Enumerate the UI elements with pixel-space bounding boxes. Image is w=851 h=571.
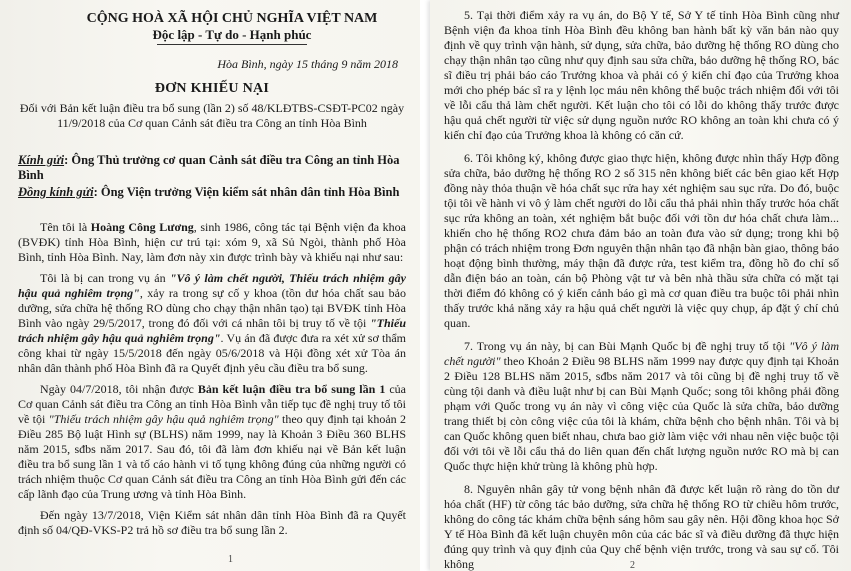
paragraph-return-file: Đến ngày 13/7/2018, Viện Kiểm sát nhân dân tỉnh Hòa Bình đã ra Quyết định số 04/QĐ-VKS-P2 trả hồ sơ điều tra bổ sung lần 2. xyxy=(18,508,406,537)
motto-underline xyxy=(157,44,307,45)
cc-label: Đồng kính gửi xyxy=(18,185,94,199)
national-header: CỘNG HOÀ XÃ HỘI CHỦ NGHĨA VIỆT NAM xyxy=(86,11,378,26)
cc-line xyxy=(18,185,406,200)
letter-page-1 xyxy=(0,0,420,571)
text-run: của Cơ quan Cảnh sát điều tra Công an tỉnh Hòa Bình vẫn tiếp tục đề nghị truy tố tôi về tội xyxy=(18,382,406,426)
paragraph-8: 8. Nguyên nhân gây tử vong bệnh nhân đã được kết luận rõ ràng do tồn dư hóa chất (HF) từ công tác bảo dưỡng, sửa chữa hệ thống RO từ chiều hôm trước, không do công tác khám chữa bệnh sáng hôm sau gây nên. Hội đồng khoa học Sở Y tế Hòa Bình đã kết luận chuyên môn của các bác sĩ và điều dưỡng đã thực hiện đúng quy trình và quy định của Quy chế bệnh viện trước, trong và sau sự cố. Tôi không xyxy=(444,482,839,571)
text-run: 7. Trong vụ án này, bị can Bùi Mạnh Quốc bị đề nghị truy tố tội xyxy=(464,339,790,353)
regarding-line: Đối với Bản kết luận điều tra bổ sung (lần 2) số 48/KLĐTBS-CSĐT-PC02 ngày 11/9/2018 của Cơ quan Cảnh sát điều tra Công an tỉnh Hòa Bình xyxy=(19,101,405,130)
cc-name: : Ông Viện trưởng Viện kiểm sát nhân dân tỉnh Hòa Bình xyxy=(93,185,400,199)
text-run: Tôi là bị can trong vụ án xyxy=(40,271,170,285)
text-run: . Vụ án đã được đưa ra xét xử sơ thẩm công khai từ ngày 15/5/2018 đến ngày 05/6/2018 và Hội đồng xét xử Tòa án nhân dân thành phố Hòa Bình đã ra Quyết định yêu cầu điều tra bổ sung. xyxy=(18,331,407,375)
recipient-label: Kính gửi xyxy=(18,153,65,167)
text-run: theo Khoản 2 Điều 98 BLHS năm 1999 nay được quy định tại Khoản 2 Điều 128 BLHS năm 2015, sđbs năm 2017 và tôi cũng bị đề nghị truy tố về cùng tội danh và điều luật như bị can Bùi Mạnh Quốc; song tôi không phải đồng phạm với Quốc trong vụ án này vì công việc của Quốc là sửa chữa, bảo dưỡng trang thiết bị còn công việc của tôi là khám, chữa bệnh cho bệnh nhân. Tôi và bị can Quốc không quen biết nhau, chưa bao giờ làm việc với nhau nên việc buộc tội đối với tôi về lỗi cẩu thả do liên quan đến chất lượng nguồn nước RO mà bị can Quốc thực hiện khử trùng là không phù hợp. xyxy=(444,354,839,473)
charge-quote: "Vô ý làm chết người" xyxy=(444,339,840,368)
text-run: theo quy định tại khoản 2 Điều 285 Bộ luật Hình sự (BLHS) năm 1999, nay là Khoản 3 Điều 360 BLHS năm 2015, sđbs năm 2017. Sau đó, tôi đã làm đơn khiếu nại về Bản kết luận điều tra bổ sung lần 1 và tố cáo hành vi tố tụng không đúng của những người có trách nhiệm thuộc Cơ quan Cảnh sát điều tra Công an tỉnh Hòa Bình gửi đến các cấp lãnh đạo của Trung ương và tỉnh Hòa Bình. xyxy=(18,412,406,501)
text-run: , xảy ra trong sự cố y khoa (tồn dư hóa chất sau bảo dưỡng, sửa chữa hệ thống RO dùng cho chạy thận nhân tạo) tại BVĐK tỉnh Hòa Bình vào ngày 29/5/2017, trong đó đối với cá nhân tôi bị truy tố về tội xyxy=(18,286,407,330)
national-motto: Độc lập - Tự do - Hạnh phúc xyxy=(152,27,312,42)
paragraph-5: 5. Tại thời điểm xảy ra vụ án, do Bộ Y tế, Sở Y tế tỉnh Hòa Bình cũng như Bệnh viện đa khoa tỉnh Hòa Bình đều không ban hành bất kỳ văn bản nào quy định về quy trình vận hành, sử dụng, sửa chữa, bảo dưỡng hệ thống RO dùng cho chạy thận nhân tạo cũng như quy định sau sửa chữa, bảo dưỡng hệ thống RO, bác sĩ điều trị phải báo cáo Trưởng khoa và phải có ý kiến chỉ đạo của Trưởng khoa mới cho phép bác sĩ ra y lệnh lọc máu nên không thể buộc trách nhiệm đối với tôi về lỗi cẩu thả làm chết người. Kết luận cho tôi có lỗi do không thấy trước được hậu quả chết người từ việc sử dụng nguồn nước RO không an toàn khi chưa có ý kiến chỉ đạo của Trưởng khoa là không có căn cứ. xyxy=(444,8,839,142)
dateline: Hòa Bình, ngày 15 tháng 9 năm 2018 xyxy=(217,57,398,71)
charge-quote: "Thiếu trách nhiệm gây hậu quả nghiêm trọng" xyxy=(48,412,279,426)
recipient-line xyxy=(18,153,406,183)
page-number: 2 xyxy=(630,560,635,571)
paragraph-case xyxy=(18,271,406,376)
paragraph-intro xyxy=(18,220,406,265)
text-run: Tên tôi là xyxy=(40,220,91,234)
paragraph-7 xyxy=(444,339,839,474)
paragraph-6: 6. Tôi không ký, không được giao thực hiện, không được nhìn thấy Hợp đồng sửa chữa, bảo dưỡng hệ thống RO 2 số 315 nên không biết các bên giao kết Hợp đồng này thỏa thuận về hóa chất sục rửa hay xét nghiệm sau sục rửa. Do đó, buộc tội tôi về hành vi vô ý làm chết người do lỗi cẩu thả phải nhìn thấy trước hóa chất sục rửa không an toàn, xét nghiệm bắt buộc đối với tồn dư hóa chất chưa làm... khiến cho hệ thống RO2 chưa đảm bảo an toàn đưa vào sử dụng; trong khi bộ phận có trách nhiệm trong Đơn nguyên thận nhân tạo đã nhận bàn giao, thông báo hoạt động bình thường, máy thận đã được rửa, test kiểm tra, đồng hồ đo chỉ số dẫn điện báo an toàn, cán bộ Phòng vật tư và bên nhà thầu sửa chữa có mặt tại thời điểm đó không có ý kiến cảnh báo gì mà cơ quan điều tra buộc tôi phải nhìn thấy trước khả năng xảy ra hậu quả chết người là việc quy chụp, áp đặt ý chí chủ quan. xyxy=(444,151,839,330)
document-title: ĐƠN KHIẾU NẠI xyxy=(154,81,270,96)
letter-page-2 xyxy=(430,0,851,571)
page-number: 1 xyxy=(228,554,233,565)
author-name: Hoàng Công Lương xyxy=(90,220,194,234)
conclusion-ref: Bản kết luận điều tra bổ sung lần 1 xyxy=(197,382,386,396)
charge-quote: "Thiếu trách nhiệm gây hậu quả nghiêm trọng" xyxy=(18,316,406,345)
recipient-name: : Ông Thủ trưởng cơ quan Cảnh sát điều tra Công an tỉnh Hòa Bình xyxy=(18,153,400,182)
text-run: , sinh 1986, công tác tại Bệnh viện đa khoa (BVĐK) tỉnh Hòa Bình, hiện cư trú tại: xóm 9, xã Sủ Ngòi, thành phố Hòa Bình, tỉnh Hòa Bình. Nay, làm đơn này xin được trình bày và khiếu nại như sau: xyxy=(18,220,407,264)
text-run: Ngày 04/7/2018, tôi nhận được xyxy=(40,382,198,396)
charge-quote: "Vô ý làm chết người, Thiếu trách nhiệm gây hậu quả nghiêm trọng" xyxy=(18,271,407,300)
paragraph-conclusion-1 xyxy=(18,382,406,502)
page-gap xyxy=(420,0,430,571)
